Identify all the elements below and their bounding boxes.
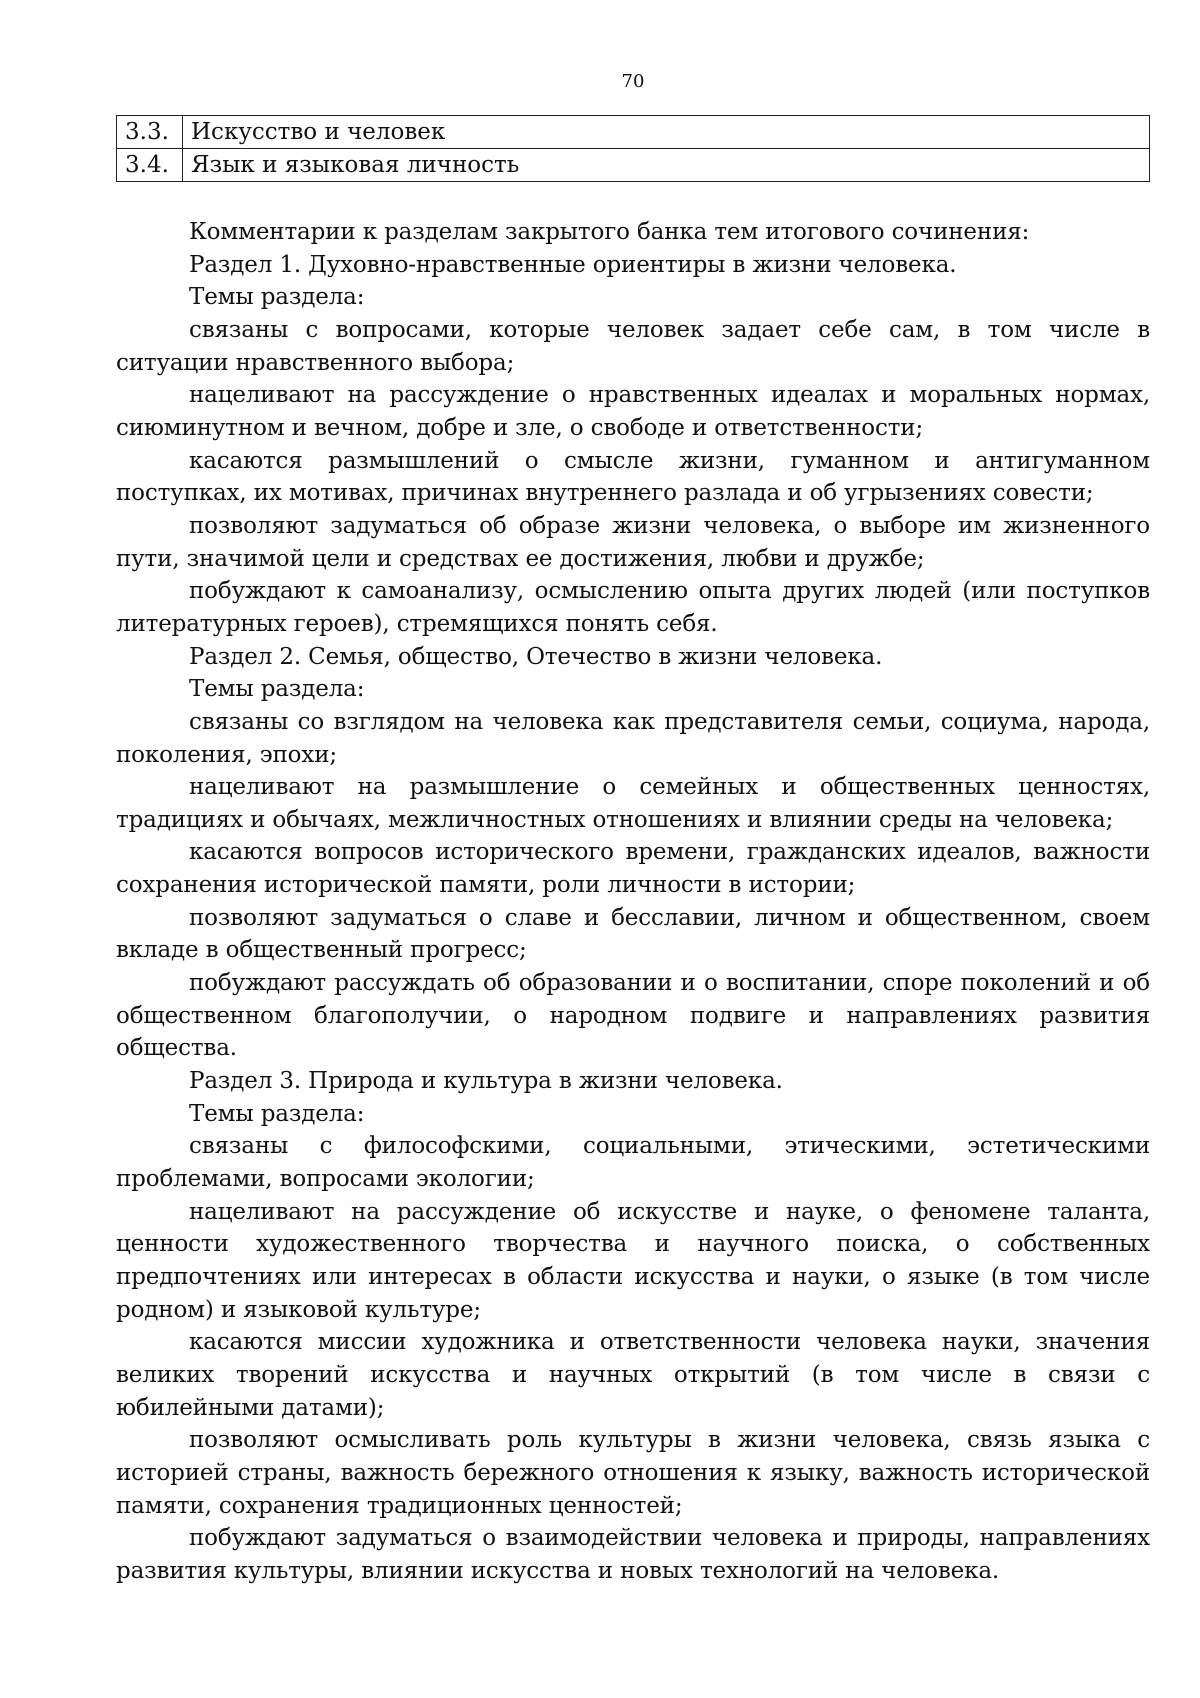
page-number: 70: [621, 71, 645, 92]
paragraph: касаются размышлений о смысле жизни, гуманном и антигуманном поступках, их мотивах, причинах внутреннего разлада и об угрызениях совести;: [116, 447, 1150, 507]
paragraph: связаны с вопросами, которые человек задает себе сам, в том числе в ситуации нравственного выбора;: [116, 316, 1150, 376]
paragraph: побуждают задуматься о взаимодействии человека и природы, направлениях развития культуры, влиянии искусства и новых технологий на человека.: [116, 1525, 1150, 1584]
paragraph: касаются миссии художника и ответственности человека науки, значения великих творений искусства и научных открытий (в том числе в связи с юбилейными датами);: [116, 1329, 1150, 1421]
topic-number: 3.3.: [117, 116, 183, 149]
section-topics-label: Темы раздела:: [189, 284, 365, 311]
paragraph: нацеливают на рассуждение об искусстве и науке, о феномене таланта, ценности художественного творчества и научного поиска, о собственных предпочтениях или интересах в области искусства и науки, о языке (в том числе родном) и языковой культуре;: [116, 1198, 1150, 1323]
paragraph: позволяют осмысливать роль культуры в жизни человека, связь языка с историей страны, важность бережного отношения к языку, важность исторической памяти, сохранения традиционных ценностей;: [116, 1427, 1150, 1519]
topic-number: 3.4.: [117, 149, 183, 182]
topic-title: Язык и языковая личность: [183, 149, 1150, 182]
section-1-heading: Раздел 1. Духовно-нравственные ориентиры в жизни человека.: [189, 251, 957, 278]
paragraph: связаны со взглядом на человека как представителя семьи, социума, народа, поколения, эпохи;: [116, 708, 1150, 768]
section-2-heading: Раздел 2. Семья, общество, Отечество в жизни человека.: [189, 643, 883, 670]
topic-title: Искусство и человек: [183, 116, 1150, 149]
paragraph: связаны с философскими, социальными, этическими, эстетическими проблемами, вопросами экологии;: [116, 1133, 1150, 1193]
section-topics-label: Темы раздела:: [189, 1100, 365, 1127]
body-text: [116, 216, 1150, 1588]
paragraph: нацеливают на рассуждение о нравственных идеалах и моральных нормах, сиюминутном и вечном, добре и зле, о свободе и ответственности;: [116, 382, 1150, 441]
paragraph: побуждают к самоанализу, осмыслению опыта других людей (или поступков литературных героев), стремящихся понять себя.: [116, 578, 1150, 637]
paragraph: позволяют задуматься об образе жизни человека, о выборе им жизненного пути, значимой цели и средствах ее достижения, любви и дружбе;: [116, 512, 1150, 572]
paragraph: побуждают рассуждать об образовании и о воспитании, споре поколений и об общественном благополучии, о народном подвиге и направлениях развития общества.: [116, 970, 1150, 1062]
paragraph: позволяют задуматься о славе и бесславии, личном и общественном, своем вкладе в общественный прогресс;: [116, 904, 1150, 964]
topics-table: [116, 115, 1150, 182]
section-3-heading: Раздел 3. Природа и культура в жизни человека.: [189, 1068, 783, 1095]
paragraph: нацеливают на размышление о семейных и общественных ценностях, традициях и обычаях, межличностных отношениях и влиянии среды на человека;: [116, 774, 1150, 833]
comments-heading: Комментарии к разделам закрытого банка тем итогового сочинения:: [189, 219, 1030, 245]
table-row: [117, 116, 1150, 149]
paragraph: касаются вопросов исторического времени, гражданских идеалов, важности сохранения исторической памяти, роли личности в истории;: [116, 839, 1150, 899]
section-topics-label: Темы раздела:: [189, 676, 365, 703]
table-row: [117, 149, 1150, 182]
